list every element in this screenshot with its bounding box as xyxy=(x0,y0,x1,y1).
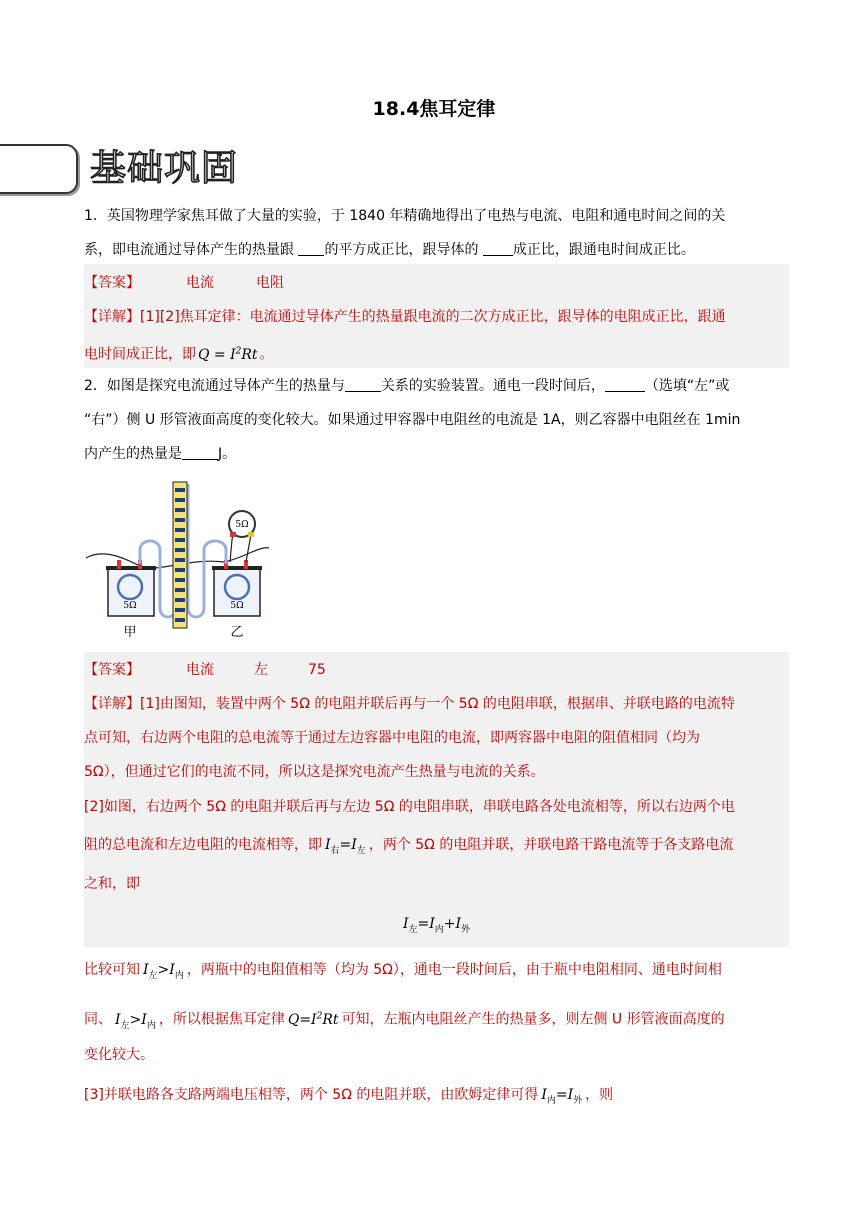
q1-formula: $Q = I^2Rt$ xyxy=(198,346,258,363)
experiment-figure xyxy=(84,478,284,640)
q2-blank-2 xyxy=(605,377,645,392)
left-resistor-label: 5Ω xyxy=(123,601,137,611)
q2-eq3: $I_左>I_内$ xyxy=(143,962,184,981)
q1-line1: 1．英国物理学家焦耳做了大量的实验，于 1840 年精确地得出了电热与电流、电阻和通电时间之间的关 xyxy=(84,208,726,224)
q1-detail-line1: 【详解】[1][2]焦耳定律：电流通过导体产生的热量跟电流的二次方成正比，跟导体的电阻成正比，跟通 xyxy=(84,309,726,325)
q1-blank-2 xyxy=(483,241,513,256)
q1-detail-line2: 电时间成正比，即 $Q = I^2Rt$ 。 xyxy=(84,346,274,363)
q2-answer: 【答案】 电流 左 75 xyxy=(84,662,326,678)
q2-eq5: $Q=I^2Rt$ xyxy=(287,1011,339,1028)
q2-line3: 内产生的热量是 J。 xyxy=(84,446,237,462)
outer-resistor-label: 5Ω xyxy=(235,520,249,530)
q2-eq4: $I_左>I_内$ xyxy=(115,1011,156,1031)
q1-answer-2: 电阻 xyxy=(256,275,284,291)
q2-line1: 2．如图是探究电流通过导体产生的热量与 关系的实验装置。通电一段时间后， （选填“左”或 xyxy=(84,378,730,394)
q2-answer-1: 电流 xyxy=(186,662,214,678)
right-resistor-label: 5Ω xyxy=(230,601,244,611)
scale-ruler xyxy=(173,482,187,628)
right-label: 乙 xyxy=(230,625,244,640)
left-lid xyxy=(106,566,156,570)
q1-answer-1: 电流 xyxy=(186,275,214,291)
q2-detail-line2: 点可知，右边两个电阻的总电流等于通过左边容器中电阻的电流，即两容器中电阻的阻值相同（均为 xyxy=(84,730,700,746)
q2-detail-line3: 5Ω），但通过它们的电流不同，所以这是探究电流产生热量与电流的关系。 xyxy=(84,764,545,780)
q2-detail-line10: [3]并联电路各支路两端电压相等，两个 5Ω 的电阻并联，由欧姆定律可得 $I_内=I_外$ ，则 xyxy=(84,1087,614,1106)
q2-eq2: $I_左=I_内+I_外$ xyxy=(402,916,471,935)
page-title: 18.4焦耳定律 xyxy=(372,98,496,120)
q2-detail-line7: 比较可知 $I_左>I_内$ ，两瓶中的电阻值相等（均为 5Ω），通电一段时间后，由于瓶中电阻相同、通电时间相 xyxy=(84,962,722,981)
q2-answer-2: 左 xyxy=(254,662,268,678)
q2-detail-line5: 阻的总电流和左边电阻的电流相等，即 $I_右=I_左$ ，两个 5Ω 的电阻并联，并联电路干路电流等于各支路电流 xyxy=(84,837,734,856)
q2-eq2-line xyxy=(84,914,789,940)
q1-blank-1 xyxy=(298,241,324,256)
left-terminal-a xyxy=(117,560,121,569)
q2-blank-3 xyxy=(182,445,218,460)
q2-detail-line6: 之和，即 xyxy=(84,876,140,892)
q2-detail-line1: 【详解】[1]由图知，装置中两个 5Ω 的电阻并联后再与一个 5Ω 的电阻串联，根据串、并联电路的电流特 xyxy=(84,696,735,712)
section-title: 基础巩固 xyxy=(90,148,239,189)
q2-detail-line9: 变化较大。 xyxy=(84,1047,154,1063)
q2-eq1: $I_右=I_左$ xyxy=(325,837,366,856)
q1-line2: 系，即电流通过导体产生的热量跟 的平方成正比，跟导体的 成正比，跟通电时间成正比。 xyxy=(84,242,695,258)
q2-blank-1 xyxy=(345,377,381,392)
q2-eq6: $I_内=I_外$ xyxy=(541,1087,583,1106)
left-label: 甲 xyxy=(123,625,137,640)
q2-detail-line4: [2]如图，右边两个 5Ω 的电阻并联后再与左边 5Ω 的电阻串联，串联电路各处电流相等，所以右边两个电 xyxy=(84,799,735,815)
q2-detail-line8: 同、 $I_左>I_内$ ，所以根据焦耳定律 $Q=I^2Rt$ 可知，左瓶内电阻丝产生的热量多，则左侧 U 形管液面高度的 xyxy=(84,1011,725,1031)
right-lid xyxy=(212,566,262,570)
q2-line2: “右”）侧 U 形管液面高度的变化较大。如果通过甲容器中电阻丝的电流是 1A，则乙容器中电阻丝在 1min xyxy=(84,412,741,428)
section-marker xyxy=(0,144,78,194)
q1-answer: 【答案】 电流 电阻 xyxy=(84,275,284,291)
q2-answer-3: 75 xyxy=(308,662,326,678)
